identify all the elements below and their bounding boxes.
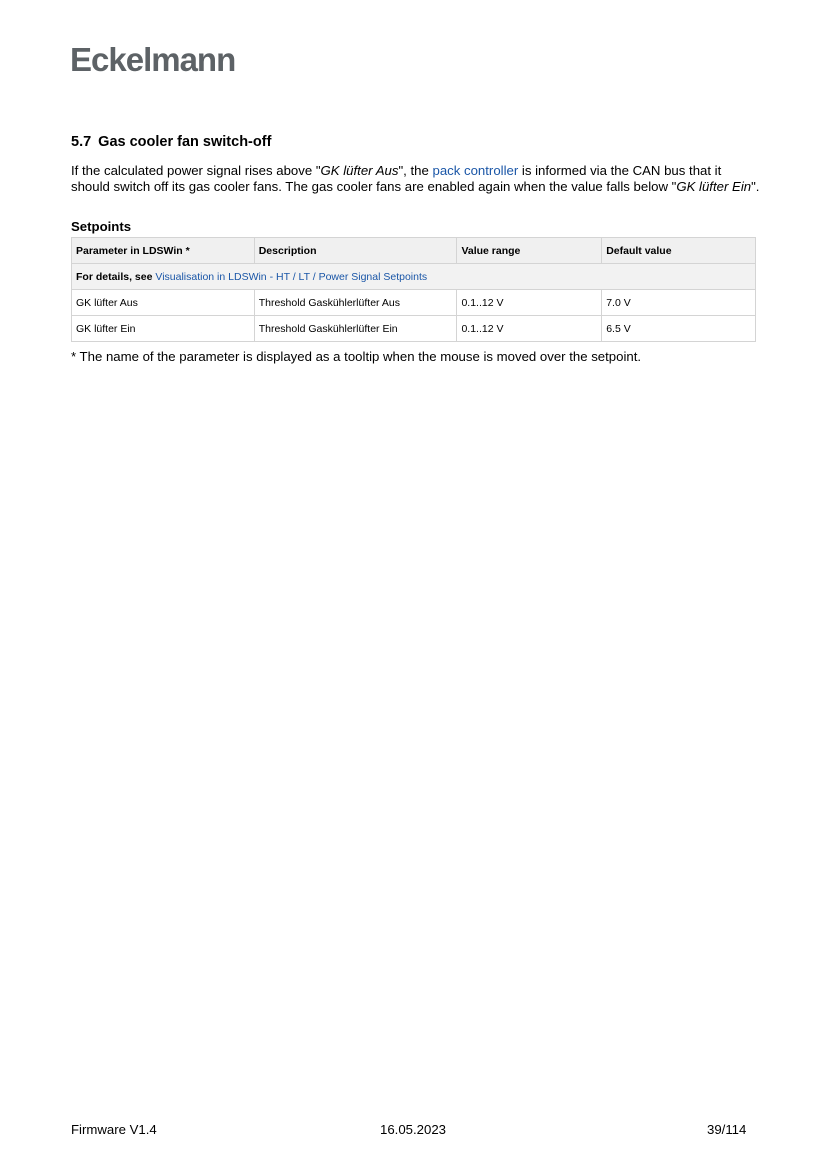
description-cell: Threshold Gaskühlerlüfter Ein bbox=[254, 316, 457, 342]
details-cell bbox=[72, 264, 756, 290]
setpoints-heading: Setpoints bbox=[71, 219, 132, 234]
paragraph-text: If the calculated power signal rises above " bbox=[71, 163, 321, 178]
setpoints-table bbox=[71, 237, 756, 342]
footer-page-number: 39/114 bbox=[707, 1122, 747, 1137]
parameter-name-aus: GK lüfter Aus bbox=[320, 163, 399, 178]
section-title: Gas cooler fan switch-off bbox=[98, 134, 272, 150]
parameter-cell: GK lüfter Ein bbox=[72, 316, 255, 342]
column-header: Parameter in LDSWin * bbox=[72, 238, 255, 264]
default-cell: 6.5 V bbox=[602, 316, 756, 342]
footer-date: 16.05.2023 bbox=[380, 1122, 447, 1137]
range-cell: 0.1..12 V bbox=[457, 290, 602, 316]
default-cell: 7.0 V bbox=[602, 290, 756, 316]
footnote: * The name of the parameter is displayed as a tooltip when the mouse is moved over the setpoint. bbox=[71, 349, 642, 364]
column-header: Value range bbox=[457, 238, 602, 264]
details-label: For details, see bbox=[76, 270, 156, 283]
paragraph-text: is informed via the CAN bus that it should switch off its gas cooler fans. The gas cooler fans are enabled again when the value falls below " bbox=[71, 163, 722, 195]
description-cell: Threshold Gaskühlerlüfter Aus bbox=[254, 290, 457, 316]
details-row bbox=[72, 264, 756, 290]
paragraph-text: ". bbox=[751, 179, 760, 195]
parameter-cell: GK lüfter Aus bbox=[72, 290, 255, 316]
visualisation-link[interactable]: Visualisation in LDSWin - HT / LT / Power Signal Setpoints bbox=[155, 270, 428, 283]
range-cell: 0.1..12 V bbox=[457, 316, 602, 342]
table-row bbox=[72, 290, 756, 316]
parameter-name-ein: GK lüfter Ein bbox=[676, 179, 752, 195]
eckelmann-logo: Eckelmann bbox=[70, 41, 236, 78]
section-heading bbox=[71, 133, 271, 151]
table-header-row bbox=[72, 238, 756, 264]
table-row bbox=[72, 316, 756, 342]
section-number: 5.7 bbox=[71, 134, 92, 150]
pack-controller-link[interactable]: pack controller bbox=[432, 163, 519, 178]
footer-firmware: Firmware V1.4 bbox=[71, 1122, 157, 1137]
body-paragraph bbox=[71, 163, 761, 196]
column-header: Description bbox=[254, 238, 457, 264]
column-header: Default value bbox=[602, 238, 756, 264]
paragraph-text: ", the bbox=[398, 163, 433, 178]
